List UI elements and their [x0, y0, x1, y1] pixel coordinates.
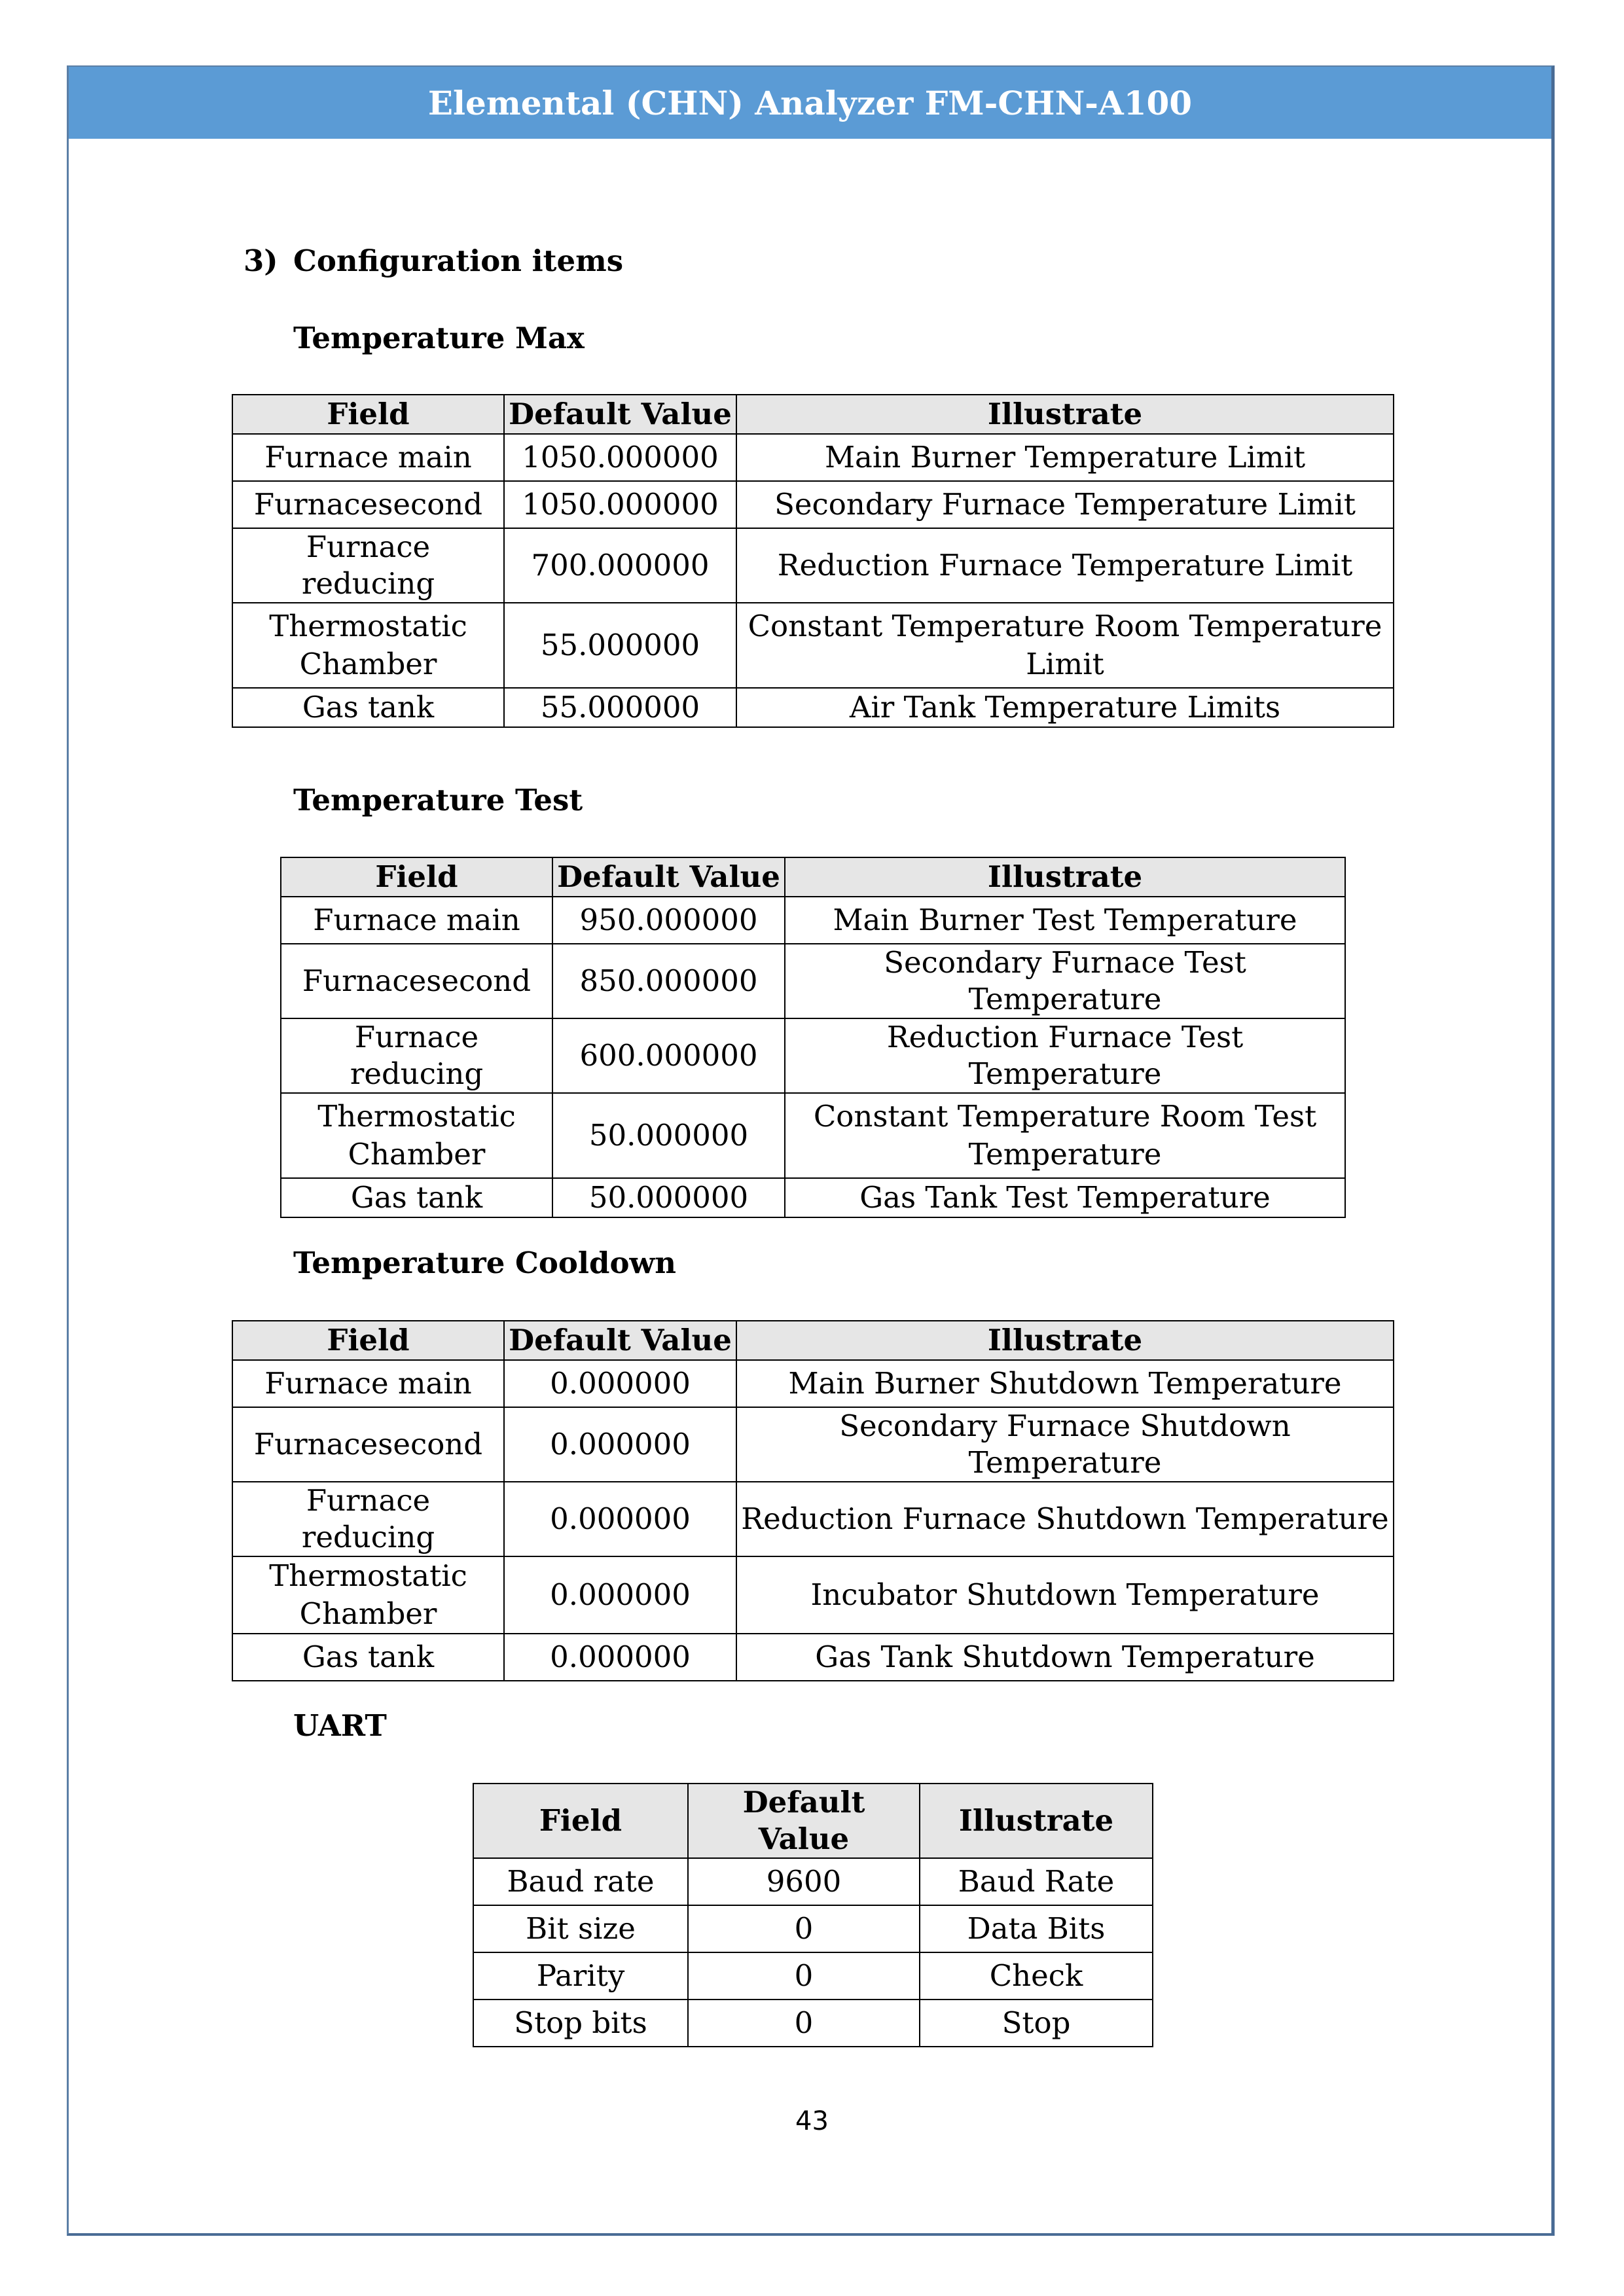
column-header-default-value: Default Value	[688, 1784, 920, 1858]
field-cell: Furnacesecond	[232, 1407, 504, 1482]
illustrate-cell: Main Burner Temperature Limit	[736, 434, 1394, 481]
illustrate-cell: Data Bits	[920, 1905, 1153, 1952]
table-row	[232, 1407, 1394, 1482]
illustrate-cell: Reduction Furnace Shutdown Temperature	[736, 1482, 1394, 1556]
field-cell: Baud rate	[473, 1858, 688, 1905]
field-cell: Thermostatic Chamber	[232, 1556, 504, 1634]
default-value-cell: 0.000000	[504, 1407, 736, 1482]
default-value-cell: 0.000000	[504, 1482, 736, 1556]
default-value-cell: 1050.000000	[504, 481, 736, 528]
table-row	[232, 688, 1394, 727]
table-row	[232, 481, 1394, 528]
default-value-cell: 50.000000	[552, 1093, 785, 1178]
table-header-row	[281, 857, 1345, 897]
table-row	[232, 1360, 1394, 1407]
default-value-cell: 50.000000	[552, 1178, 785, 1217]
column-header-illustrate: Illustrate	[920, 1784, 1153, 1858]
illustrate-cell: Stop	[920, 2000, 1153, 2047]
column-header-field: Field	[232, 395, 504, 434]
illustrate-cell: Secondary Furnace Shutdown Temperature	[736, 1407, 1394, 1482]
illustrate-cell: Reduction Furnace Test Temperature	[785, 1018, 1345, 1093]
illustrate-cell: Secondary Furnace Test Temperature	[785, 944, 1345, 1018]
illustrate-cell: Constant Temperature Room Test Temperature	[785, 1093, 1345, 1178]
column-header-default-value: Default Value	[552, 857, 785, 897]
illustrate-cell: Constant Temperature Room Temperature Limit	[736, 603, 1394, 688]
field-cell: Stop bits	[473, 2000, 688, 2047]
field-cell: Furnace reducing	[232, 528, 504, 603]
table-row	[281, 1093, 1345, 1178]
field-cell: Furnace main	[232, 434, 504, 481]
table-header-row	[232, 395, 1394, 434]
table-header-row	[473, 1784, 1153, 1858]
field-cell: Thermostatic Chamber	[281, 1093, 552, 1178]
document-header: Elemental (CHN) Analyzer FM-CHN-A100	[69, 67, 1551, 139]
table-row	[281, 897, 1345, 944]
field-cell: Gas tank	[232, 1634, 504, 1681]
temperature-max-heading: Temperature Max	[293, 321, 585, 355]
default-value-cell: 950.000000	[552, 897, 785, 944]
default-value-cell: 0.000000	[504, 1634, 736, 1681]
table-row	[473, 2000, 1153, 2047]
illustrate-cell: Main Burner Shutdown Temperature	[736, 1360, 1394, 1407]
uart-table	[473, 1783, 1153, 2047]
column-header-default-value: Default Value	[504, 395, 736, 434]
table-row	[281, 944, 1345, 1018]
table-row	[232, 1482, 1394, 1556]
table-row	[232, 528, 1394, 603]
field-cell: Furnacesecond	[232, 481, 504, 528]
illustrate-cell: Secondary Furnace Temperature Limit	[736, 481, 1394, 528]
default-value-cell: 0	[688, 1952, 920, 2000]
table-row	[473, 1905, 1153, 1952]
default-value-cell: 0	[688, 2000, 920, 2047]
table-header-row	[232, 1321, 1394, 1360]
temperature-cooldown-heading: Temperature Cooldown	[293, 1246, 676, 1280]
field-cell: Bit size	[473, 1905, 688, 1952]
column-header-illustrate: Illustrate	[736, 395, 1394, 434]
table-row	[473, 1952, 1153, 2000]
temperature-test-heading: Temperature Test	[293, 783, 583, 817]
table-row	[232, 1556, 1394, 1634]
field-cell: Furnace reducing	[232, 1482, 504, 1556]
column-header-illustrate: Illustrate	[785, 857, 1345, 897]
illustrate-cell: Main Burner Test Temperature	[785, 897, 1345, 944]
temperature-test-table	[280, 857, 1346, 1218]
default-value-cell: 0.000000	[504, 1360, 736, 1407]
uart-heading: UART	[293, 1708, 387, 1743]
table-row	[281, 1018, 1345, 1093]
section-title: Configuration items	[293, 243, 624, 278]
field-cell: Furnace reducing	[281, 1018, 552, 1093]
field-cell: Furnace main	[281, 897, 552, 944]
table-row	[473, 1858, 1153, 1905]
column-header-field: Field	[281, 857, 552, 897]
illustrate-cell: Air Tank Temperature Limits	[736, 688, 1394, 727]
illustrate-cell: Gas Tank Test Temperature	[785, 1178, 1345, 1217]
table-row	[281, 1178, 1345, 1217]
default-value-cell: 55.000000	[504, 603, 736, 688]
page-number: 43	[795, 2106, 829, 2136]
table-row	[232, 434, 1394, 481]
section-number: 3)	[244, 243, 278, 278]
table-row	[232, 603, 1394, 688]
illustrate-cell: Baud Rate	[920, 1858, 1153, 1905]
column-header-illustrate: Illustrate	[736, 1321, 1394, 1360]
table-row	[232, 1634, 1394, 1681]
illustrate-cell: Incubator Shutdown Temperature	[736, 1556, 1394, 1634]
default-value-cell: 600.000000	[552, 1018, 785, 1093]
field-cell: Gas tank	[281, 1178, 552, 1217]
column-header-default-value: Default Value	[504, 1321, 736, 1360]
default-value-cell: 0	[688, 1905, 920, 1952]
column-header-field: Field	[473, 1784, 688, 1858]
field-cell: Parity	[473, 1952, 688, 2000]
column-header-field: Field	[232, 1321, 504, 1360]
default-value-cell: 850.000000	[552, 944, 785, 1018]
illustrate-cell: Reduction Furnace Temperature Limit	[736, 528, 1394, 603]
field-cell: Furnace main	[232, 1360, 504, 1407]
default-value-cell: 1050.000000	[504, 434, 736, 481]
field-cell: Gas tank	[232, 688, 504, 727]
default-value-cell: 55.000000	[504, 688, 736, 727]
field-cell: Thermostatic Chamber	[232, 603, 504, 688]
field-cell: Furnacesecond	[281, 944, 552, 1018]
default-value-cell: 700.000000	[504, 528, 736, 603]
default-value-cell: 0.000000	[504, 1556, 736, 1634]
temperature-max-table	[232, 394, 1394, 728]
default-value-cell: 9600	[688, 1858, 920, 1905]
illustrate-cell: Gas Tank Shutdown Temperature	[736, 1634, 1394, 1681]
illustrate-cell: Check	[920, 1952, 1153, 2000]
temperature-cooldown-table	[232, 1320, 1394, 1681]
